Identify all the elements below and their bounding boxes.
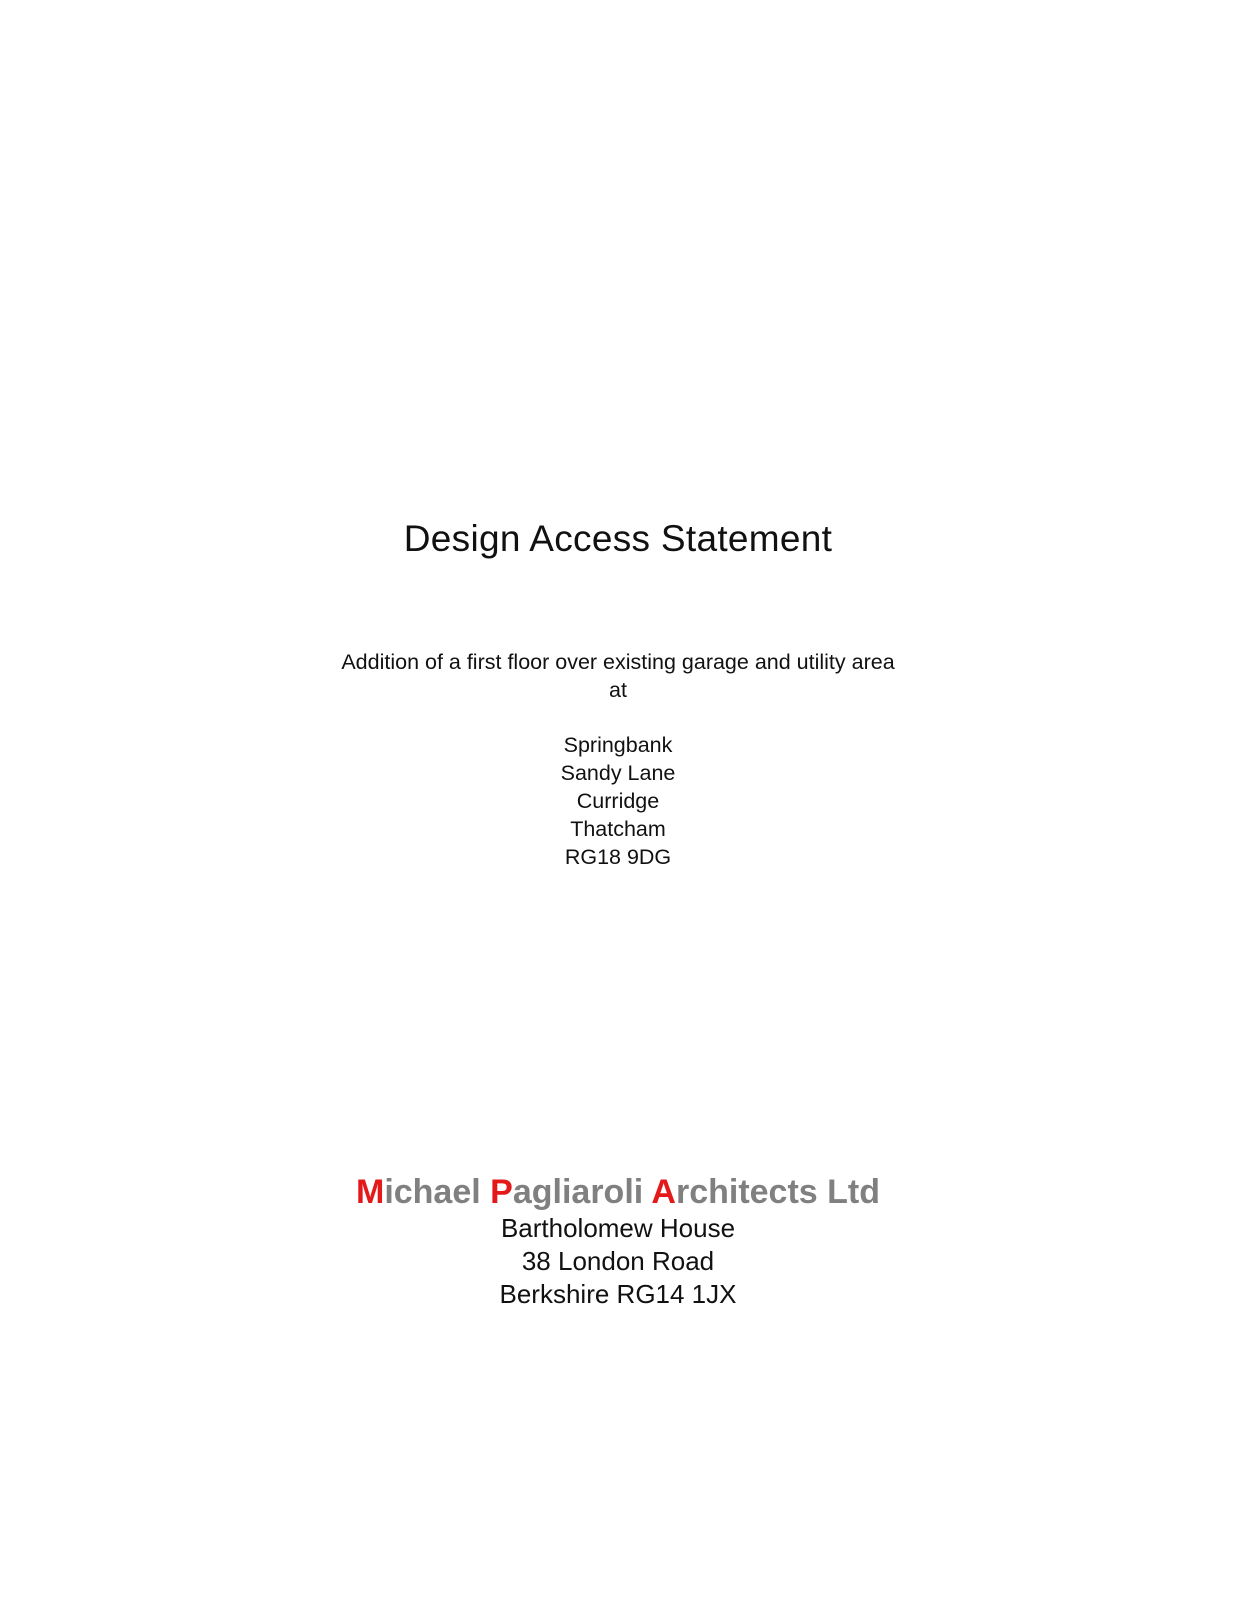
site-address-line: RG18 9DG: [564, 845, 672, 869]
project-description-at: at: [609, 678, 627, 702]
firm-name-initial: P: [490, 1173, 513, 1211]
site-address-line: Curridge: [576, 789, 660, 813]
site-address-line: Thatcham: [570, 817, 666, 841]
site-address-line: Sandy Lane: [560, 761, 676, 785]
firm-name-initial: A: [651, 1173, 676, 1211]
firm-name: [0, 1172, 1236, 1212]
firm-address: [0, 1212, 1236, 1311]
document-title: Design Access Statement: [403, 518, 833, 559]
firm-name-initial: M: [355, 1173, 385, 1211]
firm-address-line: Bartholomew House: [500, 1213, 736, 1243]
site-address-line: Springbank: [563, 733, 673, 757]
site-address: [0, 731, 1236, 871]
firm-name-part: ichael: [384, 1173, 491, 1211]
project-description: [0, 648, 1236, 704]
firm-name-part: agliaroli: [512, 1173, 652, 1211]
project-description-line: Addition of a first floor over existing garage and utility area: [341, 650, 895, 674]
firm-address-line: 38 London Road: [521, 1246, 715, 1276]
firm-address-line: Berkshire RG14 1JX: [499, 1279, 737, 1309]
firm-name-part: rchitects Ltd: [675, 1173, 881, 1211]
